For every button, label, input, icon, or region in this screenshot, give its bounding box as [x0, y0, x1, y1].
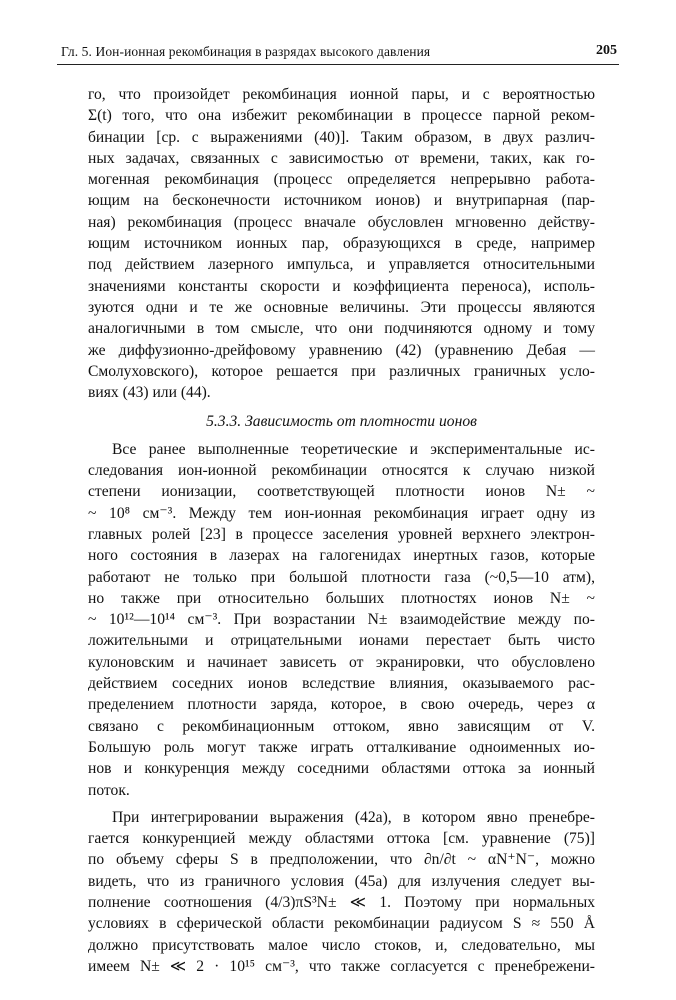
text-line: работают не только при большой плотности газа (~0,5—10 атм), — [88, 568, 595, 586]
text-line: значениями константы скорости и коэффициента переноса), исполь- — [88, 277, 595, 295]
text-line: действием соседних ионов вследствие влияния, оказываемого рас- — [88, 675, 595, 693]
running-title: Гл. 5. Ион-ионная рекомбинация в разрядах высокого давления — [61, 44, 431, 59]
text-line: поток. — [88, 781, 130, 799]
text-line: под действием лазерного импульса, и управляется относительными — [88, 256, 595, 274]
text-line: имеем N± ≪ 2 · 10¹⁵ см⁻³, что также согласуется с пренебрежени- — [88, 957, 595, 975]
text-line: ~ 10¹²—10¹⁴ см⁻³. При возрастании N± взаимодействие между по- — [88, 611, 595, 629]
text-line: гается конкуренцией между областями оттока [см. уравнение (75)] — [88, 830, 595, 848]
text-line: аналогичными в том смысле, что они подчиняются одному и тому — [88, 320, 595, 338]
text-line: ная) рекомбинация (процесс вначале обусловлен мгновенно действу- — [88, 213, 595, 231]
text-line: бинации [ср. с выражениями (40)]. Таким образом, в двух различ- — [88, 128, 595, 146]
text-line: полнение соотношения (4/3)πS³N± ≪ 1. Поэтому при нормальных — [88, 893, 595, 911]
page-number: 205 — [596, 43, 617, 58]
text-line: нов и конкуренция между соседними областями оттока за ионный — [88, 760, 595, 778]
text-line: следования ион-ионной рекомбинации относятся к случаю низкой — [88, 462, 595, 480]
text-line: ложительными и отрицательными ионами перестает быть чисто — [88, 632, 595, 650]
text-line: степени ионизации, соответствующей плотности ионов N± ~ — [88, 483, 595, 501]
text-line: могенная рекомбинация (процесс определяется непрерывно работа- — [88, 171, 595, 189]
text-line: ного состояния в лазерах на галогенидах инертных газов, которые — [88, 547, 595, 565]
text-line: ~ 10⁸ см⁻³. Между тем ион-ионная рекомбинация играет одну из — [88, 504, 595, 522]
text-line: го, что произойдет рекомбинация ионной пары, и с вероятностью — [88, 86, 595, 103]
text-line: видеть, что из граничного условия (45а) для излучения следует вы- — [88, 872, 595, 890]
text-line: должно присутствовать малое число стоков, и, следовательно, мы — [88, 936, 595, 954]
text-line: Большую роль могут также играть отталкивание одноименных ио- — [88, 738, 595, 756]
text-line: зуются одни и те же основные величины. Эти процессы являются — [88, 298, 595, 316]
text-line: ющим источником ионных пар, образующихся в среде, например — [88, 235, 595, 253]
text-line: связано с рекомбинационным оттоком, явно зависящим от V. — [88, 717, 595, 735]
text-line: ющим на бесконечности источником ионов) и внутрипарная (пар- — [88, 192, 595, 210]
page-body — [88, 84, 595, 977]
text-line: пределением плотности заряда, которое, в свою очередь, через α — [88, 696, 595, 714]
text-line: Все ранее выполненные теоретические и экспериментальные ис- — [112, 440, 595, 458]
text-line: виях (43) или (44). — [88, 384, 211, 402]
section-title: 5.3.3. Зависимость от плотности ионов — [206, 413, 477, 431]
text-line: При интегрировании выражения (42а), в котором явно пренебре- — [112, 808, 595, 826]
text-line: Σ(t) того, что она избежит рекомбинации в процессе парной реком- — [88, 107, 595, 125]
text-line: же диффузионно-дрейфовому уравнению (42) (уравнению Дебая — — [88, 341, 595, 359]
page-header — [57, 42, 619, 65]
text-line: Смолуховского), которое решается при различных граничных усло- — [88, 362, 595, 380]
text-line: ных задачах, связанных с зависимостью от времени, таких, как го- — [88, 149, 595, 167]
text-line: кулоновским и начинает зависеть от экранировки, что обусловлено — [88, 653, 595, 671]
text-line: главных ролей [23] в процессе заселения уровней верхнего электрон- — [88, 525, 595, 543]
text-line: но также при относительно больших плотностях ионов N± ~ — [88, 589, 595, 607]
text-line: условиях в сферической области рекомбинации радиусом S ≈ 550 Å — [88, 915, 595, 933]
text-line: по объему сферы S в предположении, что ∂n/∂t ~ αN⁺N⁻, можно — [88, 851, 595, 869]
